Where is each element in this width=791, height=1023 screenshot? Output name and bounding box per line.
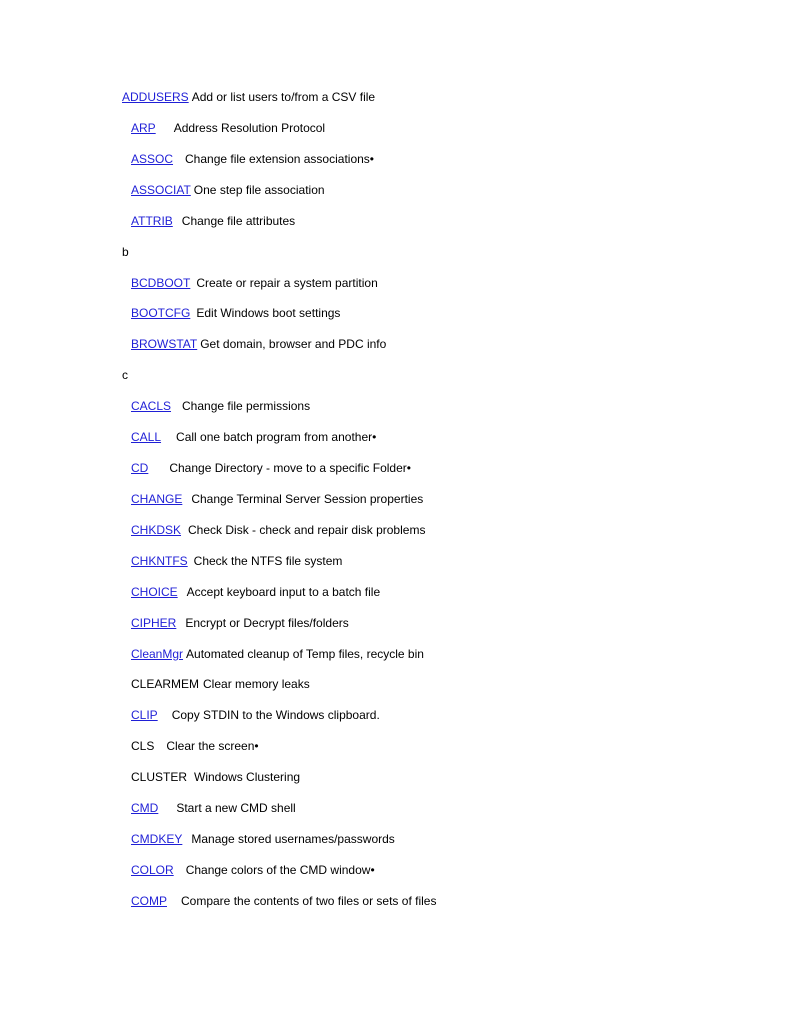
command-description: Windows Clustering [194,770,301,784]
command-link[interactable]: CHKNTFS [131,554,188,568]
command-entry [122,89,375,105]
command-link[interactable]: ATTRIB [131,214,173,228]
command-entry [131,305,340,321]
section-letter: b [122,245,129,259]
command-entry [131,862,375,878]
command-link[interactable]: BROWSTAT [131,337,198,351]
command-link[interactable]: CALL [131,430,162,444]
command-description: Check the NTFS file system [193,554,343,568]
command-entry [131,584,380,600]
command-description: Change file extension associations• [185,152,374,166]
command-link[interactable]: CHKDSK [131,523,182,537]
command-entry [131,120,325,136]
command-description: Edit Windows boot settings [196,306,341,320]
command-description: Get domain, browser and PDC info [200,337,387,351]
command-link[interactable]: BCDBOOT [131,276,191,290]
command-entry [131,646,424,662]
command-entry [131,553,342,569]
command-entry [131,460,411,476]
command-description: Compare the contents of two files or sets of files [181,894,437,908]
command-link[interactable]: COMP [131,894,167,908]
command-entry [131,491,423,507]
command-entry [131,769,300,785]
command-description: Manage stored usernames/passwords [191,832,395,846]
command-link[interactable]: CMD [131,801,159,815]
command-entry [131,738,259,754]
command-description: Change Terminal Server Session properties [191,492,424,506]
command-description: Add or list users to/from a CSV file [191,90,376,104]
command-link[interactable]: CMDKEY [131,832,183,846]
command-description: Check Disk - check and repair disk problems [188,523,426,537]
command-description: Change file permissions [182,399,311,413]
command-link[interactable]: ADDUSERS [122,90,189,104]
command-entry [131,800,296,816]
command-entry [131,182,325,198]
command-description: Change colors of the CMD window• [185,863,375,877]
command-entry [131,398,310,414]
command-link[interactable]: CLIP [131,708,158,722]
command-entry [131,151,374,167]
command-entry [131,831,395,847]
command-entry [131,893,436,909]
command-link[interactable]: ASSOC [131,152,174,166]
command-entry [131,707,380,723]
command-description: Clear memory leaks [203,677,310,691]
command-entry [131,275,378,291]
command-link[interactable]: CIPHER [131,616,177,630]
section-letter: c [122,368,128,382]
command-description: Create or repair a system partition [196,276,378,290]
command-description: Copy STDIN to the Windows clipboard. [171,708,380,722]
command-link[interactable]: CD [131,461,149,475]
command-description: Encrypt or Decrypt files/folders [185,616,349,630]
command-description: Change Directory - move to a specific Folder• [169,461,411,475]
command-entry [131,676,310,692]
command-name: CLEARMEM [131,677,200,691]
command-description: Accept keyboard input to a batch file [186,585,381,599]
command-link[interactable]: COLOR [131,863,174,877]
command-link[interactable]: CleanMgr [131,647,184,661]
command-link[interactable]: ARP [131,121,156,135]
command-description: Automated cleanup of Temp files, recycle bin [186,647,424,661]
command-link[interactable]: BOOTCFG [131,306,191,320]
command-entry [131,213,295,229]
command-entry [131,336,386,352]
command-link[interactable]: CACLS [131,399,172,413]
command-description: Start a new CMD shell [176,801,296,815]
command-entry [131,615,349,631]
command-description: Address Resolution Protocol [173,121,326,135]
command-entry [131,522,425,538]
command-link[interactable]: CHOICE [131,585,178,599]
command-description: Clear the screen• [166,739,259,753]
command-link[interactable]: CHANGE [131,492,183,506]
command-description: Change file attributes [181,214,296,228]
command-link[interactable]: ASSOCIAT [131,183,191,197]
command-description: One step file association [193,183,325,197]
command-description: Call one batch program from another• [176,430,377,444]
command-entry [131,429,376,445]
command-name: CLUSTER [131,770,188,784]
command-name: CLS [131,739,155,753]
